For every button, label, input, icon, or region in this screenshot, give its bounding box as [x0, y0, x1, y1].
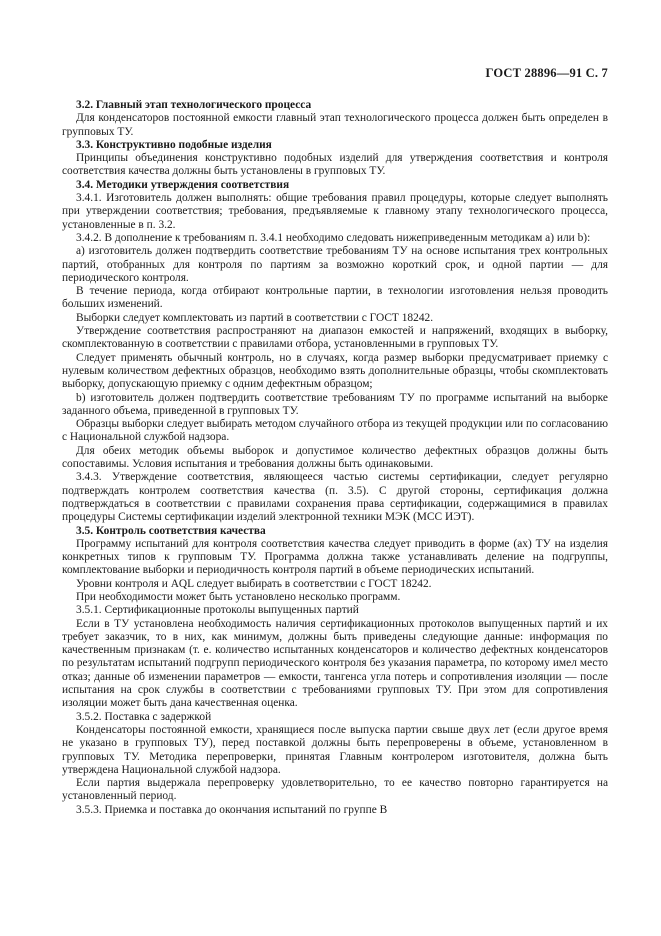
paragraph: 3.5.3. Приемка и поставка до окончания испытаний по группе В: [76, 803, 388, 816]
paragraph: В течение периода, когда отбирают контрольные партии, в технологии изготовления нельзя проводить больших изменений.: [62, 285, 608, 311]
paragraph: Если в ТУ установлена необходимость наличия сертификационных протоколов выпущенных партий и их требует заказчик, то в них, как минимум, должны быть приведены следующие данные: информация по качественным признакам (т. е. количество испытанных конденсаторов и количество дефектных конденсаторов по результатам испытаний подгрупп периодического контроля без указания параметра, по которому имел место отказ; данные об изменении параметров — емкости, тангенса угла потерь и сопротивления изоляции — после испытания на срок службы в соответствии с требованиями групповых ТУ. При этом для сопротивления изоляции может быть дана качественная оценка.: [62, 617, 608, 710]
paragraph: Утверждение соответствия распространяют на диапазон емкостей и напряжений, входящих в выборку, скомплектованную в соответствии с правилами отбора, установленными в групповых ТУ.: [62, 325, 608, 351]
section-heading: 3.4. Методики утверждения соответствия: [76, 178, 290, 191]
section-heading: 3.5. Контроль соответствия качества: [76, 524, 266, 537]
section-heading: 3.2. Главный этап технологического процесса: [76, 99, 312, 111]
paragraph: Программу испытаний для контроля соответствия качества следует приводить в форме (ах) ТУ на изделия конкретных типов к групповым ТУ. Программа должна также устанавливать деление на подгруппы, комплектование выборки и периодичность контроля партий в объеме периодических испытаний.: [62, 537, 608, 577]
paragraph: Образцы выборки следует выбирать методом случайного отбора из текущей продукции или по согласованию с Национальной службой надзора.: [62, 418, 608, 444]
paragraph: а) изготовитель должен подтвердить соответствие требованиям ТУ на основе испытания трех контрольных партий, отобранных для контроля по партиям за возможно короткий срок, и одной партии — для периодического контроля.: [62, 245, 608, 284]
paragraph: Принципы объединения конструктивно подобных изделий для утверждения соответствия и контроля соответствия качества должны быть установлены в групповых ТУ.: [62, 152, 608, 178]
page-header: ГОСТ 28896—91 С. 7: [485, 66, 608, 80]
paragraph: Следует применять обычный контроль, но в случаях, когда размер выборки предусматривает приемку с нулевым количеством дефектных образцов, необходимо взять дополнительные образцы, чтобы скомплектовать выборку, допускающую приемку с одним дефектным образцом;: [62, 351, 608, 391]
paragraph: Для обеих методик объемы выборок и допустимое количество дефектных образцов должны быть сопоставимы. Условия испытания и требования должны быть одинаковыми.: [62, 444, 608, 471]
section-heading: 3.3. Конструктивно подобные изделия: [76, 138, 272, 151]
paragraph: При необходимости может быть установлено несколько программ.: [76, 590, 401, 603]
paragraph: b) изготовитель должен подтвердить соответствие требованиям ТУ по программе испытаний на выборке заданного объема, приведенной в групповых ТУ.: [62, 391, 608, 417]
paragraph: 3.5.1. Сертификационные протоколы выпущенных партий: [76, 604, 359, 617]
paragraph: Конденсаторы постоянной емкости, хранящиеся после выпуска партии свыше двух лет (если другое время не указано в групповых ТУ), перед поставкой должны быть перепроверены в объеме, установленном в групповых ТУ. Методика перепроверки, принятая Главным контролером изготовителя, должна быть утверждена Национальной службой надзора.: [62, 723, 608, 776]
paragraph: Выборки следует комплектовать из партий в соответствии с ГОСТ 18242.: [76, 311, 434, 324]
paragraph: 3.4.3. Утверждение соответствия, являющееся частью системы сертификации, следует регулярно подтверждать контролем соответствия качества (п. 3.5). С другой стороны, сертификация должна подтверждаться в соответствии с правилами сохранения права сертификации, содержащимися в правилах процедуры Системы сертификации изделий электронной техники МЭК (МСС ИЭТ).: [62, 471, 608, 524]
paragraph: 3.5.2. Поставка с задержкой: [76, 710, 212, 723]
paragraph: Для конденсаторов постоянной емкости главный этап технологического процесса должен быть определен в групповых ТУ.: [62, 112, 608, 138]
paragraph: Уровни контроля и AQL следует выбирать в соответствии с ГОСТ 18242.: [76, 577, 432, 590]
paragraph: 3.4.2. В дополнение к требованиям п. 3.4.1 необходимо следовать нижеприведенным методикам а) или b):: [76, 231, 591, 244]
document-body: [62, 99, 608, 817]
paragraph: Если партия выдержала перепроверку удовлетворительно, то ее качество повторно гарантируется на установленный период.: [62, 777, 608, 803]
paragraph: 3.4.1. Изготовитель должен выполнять: общие требования правил процедуры, которые следует выполнять при утверждении соответствия; требования, предъявляемые к главному этапу технологического процесса, установленные в п. 3.2.: [62, 192, 608, 231]
